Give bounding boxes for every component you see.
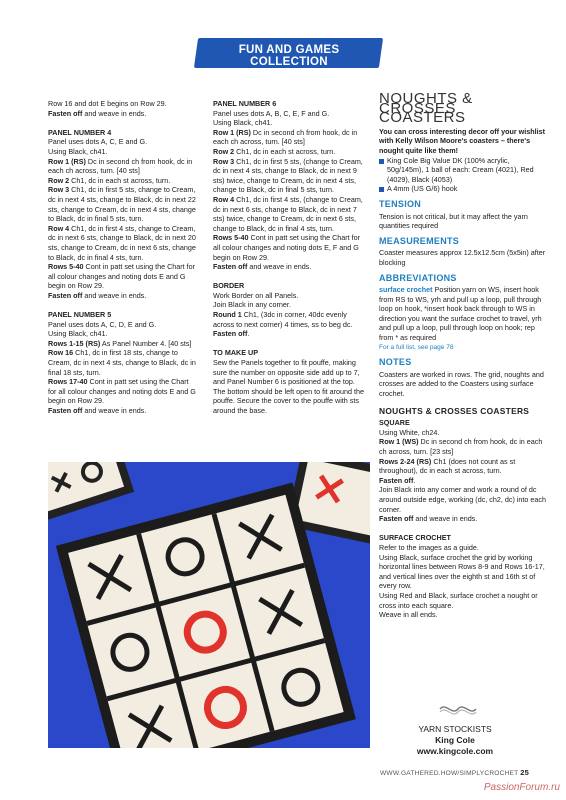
- abbreviations-heading: ABBREVIATIONS: [379, 272, 457, 283]
- square-heading: SQUARE: [379, 418, 410, 428]
- coasters-photo: [48, 462, 370, 748]
- row-label: Rows 5-40: [48, 262, 84, 272]
- make-up-text: Sew the Panels together to fit pouffe, making sure the number on opposite side add up to 7, and Panel Number 6 is positioned at the top. The bottom should be left open to fit around the pouffe. Secure the cover to the pouffe with sts around the base.: [213, 358, 365, 415]
- materials-item: A 4mm (US G/6) hook: [379, 184, 547, 194]
- row-text: Ch1, (3dc in corner, 40dc evenly across to next corner) 4 times, ss to beg dc.: [213, 310, 353, 329]
- row-label: Rows 2-24 (RS): [379, 456, 432, 466]
- row-text: and weave in ends.: [247, 262, 312, 272]
- row-text: Ch1, dc in each st across, turn.: [234, 146, 336, 156]
- pattern-heading: NOUGHTS & CROSSES COASTERS: [379, 405, 530, 416]
- article-title: NOUGHTS & CROSSES COASTERS: [379, 90, 473, 127]
- row-text: Ch1, dc in first 4 sts, (change to Cream, dc in next 6 sts, change to Black, dc in next 7 sts) twice, change to Cream, dc in next 6 sts, change to Black, dc in final 4 sts, turn.: [213, 194, 363, 233]
- text: Row 16 and dot E begins on Row 29.: [48, 99, 167, 108]
- row-label: Row 1 (WS): [379, 437, 419, 447]
- yarn-brand: King Cole: [435, 735, 475, 745]
- text: Work Border on all Panels.: [213, 290, 299, 300]
- text: Using White, ch24.: [379, 427, 440, 437]
- text: Panel uses dots A, C, E and G.: [48, 137, 148, 147]
- yarn-stockists: [390, 724, 520, 757]
- row-label: Fasten off: [379, 475, 414, 485]
- row: [48, 176, 198, 186]
- bold: Fasten off: [48, 108, 83, 118]
- row: [379, 457, 547, 476]
- footer: [380, 768, 529, 777]
- text: Panel uses dots A, C, D, E and G.: [48, 319, 157, 329]
- text: Join Black in any corner.: [213, 300, 291, 310]
- row-label: Row 1 (RS): [48, 156, 86, 166]
- row-text: As Panel Number 4. [40 sts]: [100, 338, 192, 348]
- row-label: Rows 5-40: [213, 233, 249, 243]
- panel-4-heading: PANEL NUMBER 4: [48, 127, 112, 137]
- abbreviation-text: [379, 285, 547, 343]
- row-text: Ch1, dc in first 18 sts, change to Cream, dc in next 4 sts, change to Black, dc in final 18 sts, turn.: [48, 348, 196, 377]
- row-text: .: [247, 329, 250, 339]
- row-text: Dc in second ch from hook, dc in each ch across, turn. [23 sts]: [379, 437, 543, 456]
- text: Using Black, ch41.: [48, 329, 108, 339]
- row: [213, 310, 368, 329]
- row: [213, 147, 368, 157]
- row-label: Round 1: [213, 310, 242, 320]
- tension-heading: TENSION: [379, 198, 422, 209]
- row-text: Cont in patt set using the Chart for all colour changes and noting dots E and G begin on Row 29.: [48, 262, 196, 291]
- row-text: Dc in second ch from hook, dc in each ch across, turn. [40 sts]: [48, 156, 193, 176]
- row: [213, 233, 368, 262]
- row-text: Cont in patt set using the Chart for all colour changes and noting dots E, F and G begin on Row 29.: [213, 233, 361, 262]
- row-text: Ch1, dc in each st across, turn.: [69, 175, 171, 185]
- row-label: Fasten off: [213, 329, 248, 339]
- watermark: PassionForum.ru: [483, 782, 560, 793]
- row: [213, 195, 368, 233]
- row-text: Ch1 (does not count as st throughout), dc in each st across, turn.: [379, 456, 516, 476]
- abbreviation-term: surface crochet: [379, 285, 433, 295]
- row-label: Row 4: [48, 223, 70, 233]
- row-text: .: [413, 475, 416, 485]
- measurements-text: Coaster measures approx 12.5x12.5cm (5x5in) after blocking: [379, 248, 546, 267]
- border-heading: BORDER: [213, 281, 245, 291]
- row-label: Fasten off: [48, 406, 83, 415]
- text: Join Black into any corner and work a round of dc around outside edge, working (dc, ch2, dc) into each corner.: [379, 485, 547, 514]
- row-label: Row 3: [213, 156, 235, 166]
- row: [48, 339, 198, 349]
- row: [48, 377, 198, 406]
- row: [48, 185, 198, 223]
- row-label: Fasten off: [48, 290, 83, 300]
- materials-item: King Cole Big Value DK (100% acrylic, 50g/145m), 1 ball of each: Cream (4021), Red (4029), Black (4053): [379, 156, 547, 185]
- abbreviation-def: Position yarn on WS, insert hook from RS to WS, yrh and pull up a loop, pull through loop on hook, *insert hook back through to WS in direction you want the surface crochet to travel, yrh and pull up a loop, pull through loop on hook; rep from * as required: [379, 285, 542, 343]
- row: [48, 291, 198, 301]
- column-1: [48, 99, 198, 416]
- text: Weave in all ends.: [379, 610, 438, 620]
- panel-5-heading: PANEL NUMBER 5: [48, 310, 112, 320]
- row-text: and weave in ends.: [413, 514, 478, 524]
- row-label: Rows 17-40: [48, 377, 88, 387]
- row: [48, 224, 198, 262]
- row-label: Row 2: [48, 175, 70, 185]
- column-3: [379, 90, 547, 620]
- tension-text: Tension is not critical, but it may affect the yarn quantities required: [379, 211, 528, 231]
- row-label: Row 4: [213, 194, 235, 204]
- row: [213, 262, 368, 272]
- collection-banner: FUN AND GAMES COLLECTION: [238, 44, 340, 68]
- notes-heading: NOTES: [379, 357, 412, 368]
- notes-text: Coasters are worked in rows. The grid, noughts and crosses are added to the Coasters using surface crochet.: [379, 369, 544, 399]
- yarn-url[interactable]: www.kingcole.com: [416, 746, 494, 756]
- row: [379, 476, 547, 486]
- row-text: Ch1, dc in first 5 sts, change to Cream, dc in next 4 sts, change to Black, dc in next 22 sts, change to Cream, dc in next 4 sts, change to Black, dc in final 5 sts, turn.: [48, 185, 196, 224]
- row-label: Row 16: [48, 348, 74, 358]
- row-label: Fasten off: [379, 514, 414, 524]
- row-label: Row 2: [213, 146, 235, 156]
- measurements-heading: MEASUREMENTS: [379, 235, 460, 246]
- row-text: and weave in ends.: [82, 290, 147, 300]
- row: [213, 128, 368, 147]
- yarn-stockists-title: YARN STOCKISTS: [418, 724, 492, 734]
- surface-crochet-heading: SURFACE CROCHET: [379, 533, 451, 543]
- text: and weave in ends.: [82, 108, 147, 118]
- row: [213, 157, 368, 195]
- text: Using Black, ch41.: [48, 146, 108, 156]
- row: [379, 437, 547, 456]
- row: [48, 406, 198, 416]
- text: [48, 109, 198, 119]
- row-text: and weave in ends.: [82, 406, 147, 415]
- intro-text: You can cross interesting decor off your wishlist with Kelly Wilson Moore's coasters – there's nought quite like them!: [379, 126, 546, 155]
- panel-6-heading: PANEL NUMBER 6: [213, 99, 277, 108]
- row-label: Row 3: [48, 185, 70, 195]
- text: Using Black, surface crochet the grid by working horizontal lines between Rows 8-9 and Rows 16-17, and vertical lines over the eighth st and 16th st of every row.: [379, 552, 545, 591]
- row: [213, 329, 368, 339]
- row: [379, 514, 547, 524]
- text: Using Red and Black, surface crochet a nought or cross into each square.: [379, 590, 538, 610]
- row-text: Ch1, dc in first 4 sts, change to Cream, dc in next 6 sts, change to Black, dc in next 20 sts, change to Cream, dc in next 6 sts, change to Black, dc in final 4 sts, turn.: [48, 223, 196, 262]
- row-label: Fasten off: [213, 262, 248, 272]
- footer-url[interactable]: WWW.GATHERED.HOW/SIMPLYCROCHET: [380, 770, 519, 777]
- full-list-link[interactable]: For a full list, see page 78: [379, 343, 454, 351]
- row-label: Rows 1-15 (RS): [48, 338, 101, 348]
- row: [48, 157, 198, 176]
- page-number: 25: [520, 768, 530, 777]
- text: Using Black, ch41.: [213, 118, 273, 128]
- row: [48, 262, 198, 291]
- row-text: Cont in patt set using the Chart for all colour changes and noting dots E and G begin on Row 29.: [48, 377, 196, 406]
- make-up-heading: TO MAKE UP: [213, 348, 258, 358]
- text: Panel uses dots A, B, C, E, F and G.: [213, 108, 330, 118]
- row: [48, 348, 198, 377]
- text: Refer to the images as a guide.: [379, 542, 479, 552]
- row-label: Row 1 (RS): [213, 127, 251, 137]
- coasters-illustration: [48, 462, 370, 748]
- row-text: Dc in second ch from hook, dc in each ch across, turn. [40 sts]: [213, 127, 358, 147]
- yarn-ball-icon: [438, 702, 478, 716]
- column-2: [213, 99, 368, 416]
- row-text: Ch1, dc in first 5 sts, (change to Cream, dc in next 4 sts, change to Black, dc in next 9 sts) twice, change to Cream, dc in next 4 sts, change to Black, dc in final 5 sts, turn.: [213, 156, 363, 195]
